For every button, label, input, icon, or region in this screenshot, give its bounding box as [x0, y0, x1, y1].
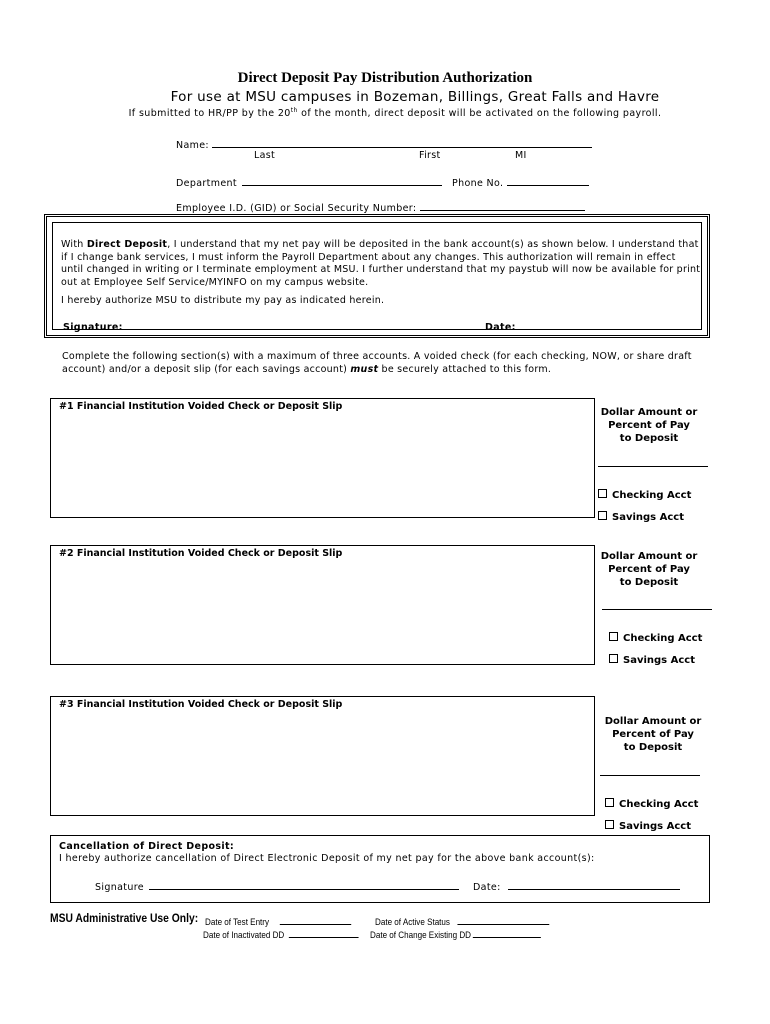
authorization-statement — [61, 239, 701, 290]
form-title: Direct Deposit Pay Distribution Authorization — [237, 70, 533, 86]
cancellation-date-row — [473, 879, 680, 893]
institution-3-savings-option[interactable] — [605, 820, 691, 832]
amount-label-line-2: Percent of Pay — [608, 564, 690, 575]
admin-use-label: MSU Administrative Use Only: — [50, 911, 199, 925]
savings-label: Savings Acct — [612, 512, 684, 523]
institution-3-title: #3 Financial Institution Voided Check or Deposit Slip — [59, 699, 343, 710]
institution-1-savings-option[interactable] — [598, 511, 684, 523]
institution-1-checking-option[interactable] — [598, 489, 691, 501]
authorization-inner-border — [52, 222, 702, 333]
date-of-active-status-row — [375, 914, 549, 928]
institution-3-box[interactable] — [50, 696, 595, 816]
instructions-emphasis: must — [350, 364, 379, 375]
savings-label: Savings Acct — [623, 655, 695, 666]
mi-label: MI — [515, 150, 527, 161]
institution-2-savings-option[interactable] — [609, 654, 695, 666]
auth-date-row — [485, 319, 668, 333]
date-of-active-status-label: Date of Active Status — [375, 917, 450, 928]
savings-label: Savings Acct — [619, 821, 691, 832]
checkbox-icon[interactable] — [609, 654, 618, 663]
institution-1-title: #1 Financial Institution Voided Check or Deposit Slip — [59, 401, 343, 412]
employee-id-label: Employee I.D. (GID) or Social Security Number: — [176, 203, 417, 214]
institution-2-title: #2 Financial Institution Voided Check or Deposit Slip — [59, 548, 343, 559]
auth-date-label: Date: — [485, 322, 516, 333]
department-row — [176, 175, 442, 189]
notice-superscript: th — [290, 107, 298, 114]
cancellation-title: Cancellation of Direct Deposit: — [59, 841, 235, 852]
date-of-test-entry-label: Date of Test Entry — [205, 917, 270, 928]
checkbox-icon[interactable] — [605, 820, 614, 829]
auth-prefix: With — [61, 239, 87, 250]
date-of-inactivated-dd-field[interactable] — [289, 927, 359, 938]
institution-3-checking-option[interactable] — [605, 798, 698, 810]
phone-field[interactable] — [507, 175, 589, 186]
checking-label: Checking Acct — [619, 799, 699, 810]
cancellation-signature-label: Signature — [95, 882, 144, 893]
cancellation-box — [50, 835, 710, 903]
cancellation-date-label: Date: — [473, 882, 501, 893]
institution-2-box[interactable] — [50, 545, 595, 665]
instructions-after: be securely attached to this form. — [378, 364, 552, 375]
date-of-test-entry-row — [205, 914, 351, 928]
institution-3-amount-label — [593, 715, 713, 754]
last-label: Last — [254, 150, 275, 161]
instructions — [62, 350, 702, 376]
institution-3-amount-field[interactable] — [600, 775, 700, 776]
employee-id-row — [176, 200, 585, 214]
institution-1-amount-label — [589, 406, 709, 445]
notice-text-after: of the month, direct deposit will be activated on the following payroll. — [297, 108, 662, 120]
notice-text-before: If submitted to HR/PP by the 20 — [128, 108, 291, 120]
authorization-text — [61, 239, 701, 313]
activation-notice — [0, 107, 770, 119]
cancellation-date-field[interactable] — [508, 879, 680, 890]
auth-date-field[interactable] — [526, 319, 668, 330]
auth-rest: , I understand that my net pay will be deposited in the bank account(s) as shown below. I understand that if I change bank services, I must inform the Payroll Department about any changes. This authorization will remain in effect until changed in writing or I terminate employment at MSU. I further understand that my paystub will now be available for print out at Employee Self Service/MYINFO on my campus website. — [61, 239, 701, 289]
amount-label-line-1: Dollar Amount or — [604, 716, 702, 727]
name-field[interactable] — [212, 137, 592, 148]
checkbox-icon[interactable] — [609, 632, 618, 641]
checkbox-icon[interactable] — [598, 489, 607, 498]
institution-1-amount-field[interactable] — [598, 466, 708, 467]
auth-signature-label: Signature: — [63, 322, 123, 333]
date-of-active-status-field[interactable] — [457, 914, 549, 925]
amount-label-line-3: to Deposit — [619, 577, 679, 588]
cancellation-signature-field[interactable] — [149, 879, 459, 890]
cancellation-signature-row — [95, 879, 459, 893]
date-of-change-existing-dd-label: Date of Change Existing DD — [370, 930, 471, 941]
department-field[interactable] — [242, 175, 442, 186]
institution-2-amount-label — [589, 550, 709, 589]
auth-signature-field[interactable] — [132, 319, 464, 330]
amount-label-line-3: to Deposit — [619, 433, 679, 444]
institution-2-amount-field[interactable] — [602, 609, 712, 610]
name-label: Name: — [176, 140, 209, 151]
date-of-inactivated-dd-label: Date of Inactivated DD — [203, 930, 285, 941]
authorization-box — [44, 214, 710, 338]
authorize-distribution: I hereby authorize MSU to distribute my pay as indicated herein. — [61, 294, 385, 306]
auth-signature-row — [63, 319, 464, 333]
amount-label-line-3: to Deposit — [623, 742, 683, 753]
form-subtitle: For use at MSU campuses in Bozeman, Billings, Great Falls and Havre — [170, 89, 660, 105]
employee-id-field[interactable] — [420, 200, 585, 211]
institution-2-checking-option[interactable] — [609, 632, 702, 644]
date-of-test-entry-field[interactable] — [280, 914, 351, 925]
checking-label: Checking Acct — [612, 490, 692, 501]
first-label: First — [419, 150, 441, 161]
checkbox-icon[interactable] — [605, 798, 614, 807]
name-row — [176, 137, 592, 151]
instructions-before: Complete the following section(s) with a maximum of three accounts. A voided check (for each checking, NOW, or share draft account) and/or a deposit slip (for each savings account) — [62, 351, 692, 375]
amount-label-line-1: Dollar Amount or — [600, 551, 698, 562]
amount-label-line-2: Percent of Pay — [608, 420, 690, 431]
date-of-change-existing-dd-field[interactable] — [473, 927, 541, 938]
checking-label: Checking Acct — [623, 633, 703, 644]
amount-label-line-1: Dollar Amount or — [600, 407, 698, 418]
phone-row — [452, 175, 589, 189]
date-of-inactivated-dd-row — [203, 927, 359, 941]
phone-label: Phone No. — [452, 178, 504, 189]
cancellation-text: I hereby authorize cancellation of Direct Electronic Deposit of my net pay for the above bank account(s): — [59, 853, 595, 864]
institution-1-box[interactable] — [50, 398, 595, 518]
amount-label-line-2: Percent of Pay — [612, 729, 694, 740]
checkbox-icon[interactable] — [598, 511, 607, 520]
auth-direct-deposit: Direct Deposit — [86, 239, 168, 250]
department-label: Department — [176, 178, 237, 189]
date-of-change-existing-dd-row — [370, 927, 541, 941]
